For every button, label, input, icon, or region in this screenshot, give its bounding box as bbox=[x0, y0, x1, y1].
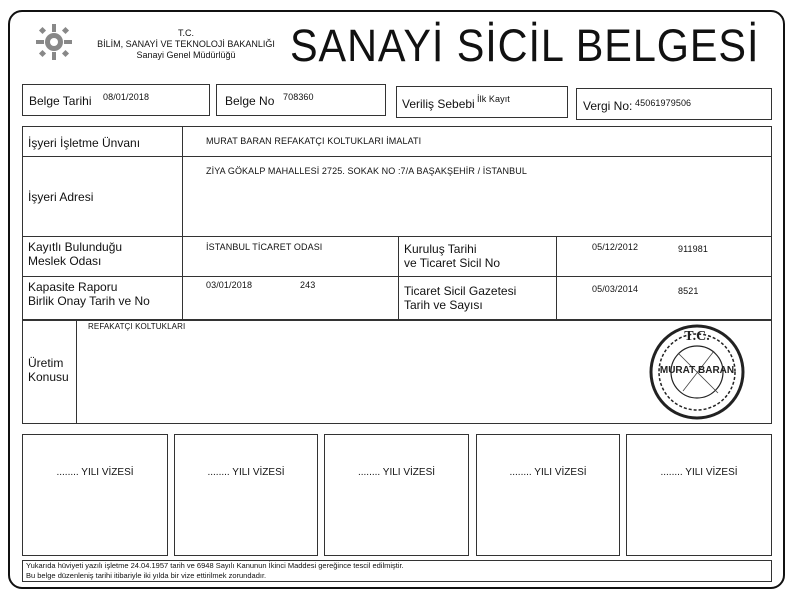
uretim-value: REFAKATÇI KOLTUKLARI bbox=[88, 322, 186, 331]
ministry-line-1: T.C. bbox=[177, 28, 194, 38]
visa-label-1: ........ YILI VİZESİ bbox=[56, 467, 134, 478]
row-divider-2 bbox=[22, 236, 772, 237]
official-stamp bbox=[648, 323, 746, 421]
visa-box-3 bbox=[324, 434, 469, 556]
gazete-sayi-value: 8521 bbox=[678, 286, 699, 296]
right-label-left-divider bbox=[398, 236, 399, 320]
vergi-no-box bbox=[576, 88, 772, 120]
footer-line-2: Bu belge düzenleniş tarihi itibariyle iki yılda bir vize ettirilmek zorundadır. bbox=[26, 571, 267, 580]
belge-no-box bbox=[216, 84, 386, 116]
gazete-label-line-2: Tarih ve Sayısı bbox=[404, 298, 483, 312]
kurulus-tarihi-value: 05/12/2012 bbox=[592, 242, 639, 252]
visa-box-5 bbox=[626, 434, 772, 556]
adres-value: ZİYA GÖKALP MAHALLESİ 2725. SOKAK NO :7/A BAŞAKŞEHİR / İSTANBUL bbox=[206, 166, 527, 176]
belge-no-label: Belge No bbox=[225, 94, 275, 108]
ministry-logo bbox=[34, 22, 74, 62]
stamp-top-text: T.C. bbox=[684, 329, 710, 344]
stamp-middle-text: MURAT BARAN bbox=[659, 365, 735, 376]
vergi-no-value: 45061979506 bbox=[635, 98, 692, 108]
ministry-line-3: Sanayi Genel Müdürlüğü bbox=[136, 50, 236, 60]
belge-tarihi-box bbox=[22, 84, 210, 116]
meslek-label-line-1: Kayıtlı Bulunduğu bbox=[28, 240, 123, 254]
visa-label-4: ........ YILI VİZESİ bbox=[509, 467, 587, 478]
meslek-odasi-value: İSTANBUL TİCARET ODASI bbox=[206, 242, 323, 252]
visa-label-5: ........ YILI VİZESİ bbox=[660, 467, 738, 478]
kurulus-label-line-2: ve Ticaret Sicil No bbox=[404, 256, 501, 270]
kapasite-label-line-2: Birlik Onay Tarih ve No bbox=[28, 294, 150, 308]
meslek-label-line-2: Meslek Odası bbox=[28, 254, 102, 268]
uretim-label-line-1: Üretim bbox=[28, 356, 64, 370]
verilis-sebebi-label: Veriliş Sebebi bbox=[402, 97, 475, 111]
adres-label: İşyeri Adresi bbox=[28, 190, 94, 204]
visa-box-2 bbox=[174, 434, 318, 556]
visa-label-2: ........ YILI VİZESİ bbox=[207, 467, 285, 478]
belge-no-value: 708360 bbox=[283, 92, 314, 102]
kurulus-label-line-1: Kuruluş Tarihi bbox=[404, 242, 477, 256]
uretim-label-line-2: Konusu bbox=[28, 370, 69, 384]
kapasite-tarih-value: 03/01/2018 bbox=[206, 280, 253, 290]
verilis-sebebi-value: İlk Kayıt bbox=[477, 94, 510, 104]
visa-box-4 bbox=[476, 434, 620, 556]
kapasite-label bbox=[28, 280, 150, 308]
belge-tarihi-value: 08/01/2018 bbox=[103, 92, 150, 102]
row-divider-3 bbox=[22, 276, 772, 277]
gazete-tarih-value: 05/03/2014 bbox=[592, 284, 639, 294]
gazete-label-line-1: Ticaret Sicil Gazetesi bbox=[404, 284, 517, 298]
footer-line-1: Yukarıda hüviyeti yazılı işletme 24.04.1957 tarih ve 6948 Sayılı Kanunun İkinci Maddesi gereğince tescil edilmiştir. bbox=[26, 561, 404, 570]
unvan-label: İşyeri İşletme Ünvanı bbox=[28, 136, 141, 150]
document-title: SANAYİ SİCİL BELGESİ bbox=[290, 20, 760, 71]
unvan-value: MURAT BARAN REFAKATÇI KOLTUKLARI İMALATI bbox=[206, 136, 422, 146]
visa-label-3: ........ YILI VİZESİ bbox=[357, 467, 436, 478]
gazete-label bbox=[404, 284, 516, 312]
visa-box-1 bbox=[22, 434, 168, 556]
meslek-odasi-label bbox=[28, 240, 122, 268]
belge-tarihi-label: Belge Tarihi bbox=[29, 94, 92, 108]
uretim-label bbox=[28, 356, 69, 384]
kurulus-label bbox=[404, 242, 500, 270]
ticaret-sicil-no-value: 911981 bbox=[678, 244, 708, 254]
ministry-name bbox=[86, 28, 286, 61]
kapasite-no-value: 243 bbox=[300, 280, 316, 290]
ministry-line-2: BİLİM, SANAYİ VE TEKNOLOJİ BAKANLIĞI bbox=[97, 39, 275, 49]
vergi-no-label: Vergi No: bbox=[583, 99, 633, 113]
right-label-right-divider bbox=[556, 236, 557, 320]
kapasite-label-line-1: Kapasite Raporu bbox=[28, 280, 118, 294]
uretim-divider bbox=[76, 320, 77, 424]
verilis-sebebi-box bbox=[396, 86, 568, 118]
row-divider-1 bbox=[22, 156, 772, 157]
